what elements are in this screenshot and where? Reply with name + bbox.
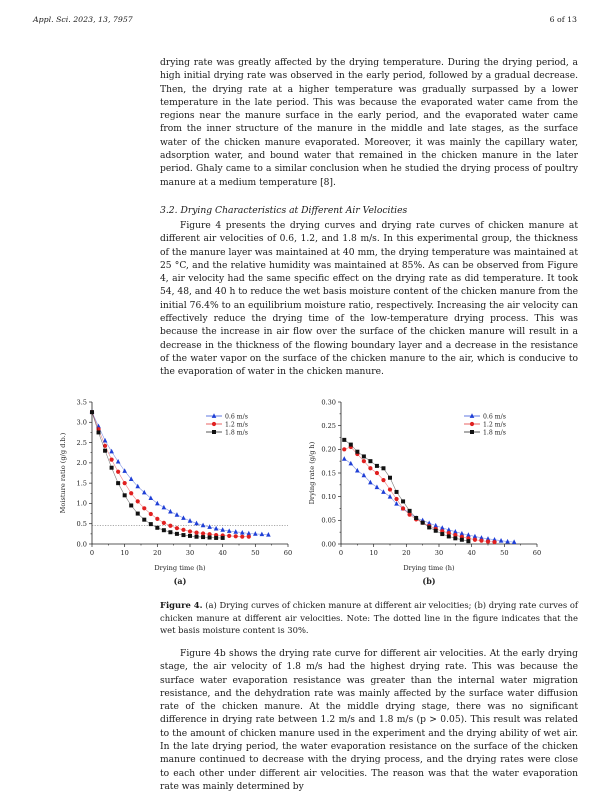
panel-a-data-point bbox=[266, 532, 271, 537]
panel-a-xtick-label: 10 bbox=[120, 549, 129, 557]
panel-a-data-point bbox=[162, 528, 166, 532]
panel-b-data-point bbox=[362, 454, 366, 458]
panel-a-data-point bbox=[168, 524, 172, 528]
panel-a-data-point bbox=[116, 481, 120, 485]
panel-b-data-point bbox=[479, 539, 483, 543]
panel-a-data-point bbox=[227, 534, 231, 538]
panel-b-data-point bbox=[492, 540, 496, 544]
panel-a-data-point bbox=[175, 532, 179, 536]
panel-a-data-point bbox=[221, 536, 225, 540]
panel-a-data-point bbox=[142, 518, 146, 522]
panel-b-data-point bbox=[440, 532, 444, 536]
panel-b-legend-label: 1.2 m/s bbox=[483, 421, 506, 429]
panel-a-data-point bbox=[142, 506, 146, 510]
panel-b-xlabel: Drying time (h) bbox=[403, 564, 455, 572]
panel-b-data-point bbox=[395, 490, 399, 494]
panel-b-ytick-label: 0.15 bbox=[321, 469, 336, 478]
panel-b-legend-marker bbox=[470, 413, 475, 418]
section-paragraph-block bbox=[160, 220, 578, 380]
panel-b-data-point bbox=[381, 489, 386, 494]
panel-a-data-point bbox=[247, 535, 251, 539]
panel-b-data-point bbox=[368, 459, 372, 463]
panel-a-data-point bbox=[116, 470, 120, 474]
panel-b-xtick-label: 60 bbox=[532, 549, 542, 557]
panel-a-data-point bbox=[208, 536, 212, 540]
section-paragraph: Figure 4 presents the drying curves and drying rate curves of chicken manure at different air velocities of 0.6, 1.2, and 1.8 m/s. In this experimental group, the thickness of the manure layer was maintained at 40 mm, the drying temperature was maintained at 25 °C, and the relative humidity was maintained at 85%. As can be observed from Figure 4, air velocity had the same specific effect on the drying rate as did temperature. It took 54, 48, and 40 h to reduce the wet basis moisture content of the chicken manure from the initial 76.4% to an equilibrium moisture ratio, respectively. Increasing the air velocity can effectively reduce the drying time of the low-temperature drying process. This was because the increase in air flow over the surface of the chicken manure will result in a decrease in the thickness of the flowing boundary layer and a decrease in the resistance of the water vapor on the surface of the chicken manure to the air, which is conducive to the evaporation of water in the chicken manure. bbox=[160, 221, 578, 378]
panel-a-data-point bbox=[110, 466, 114, 470]
panel-a-xtick-label: 60 bbox=[283, 549, 293, 557]
panel-b-data-point bbox=[473, 538, 477, 542]
panel-b-label: (b) bbox=[422, 576, 436, 586]
after-paragraph: Figure 4b shows the drying rate curve for different air velocities. At the early drying stage, the air velocity of 1.8 m/s had the highest drying rate. This was because the surface water evaporation resistance was greater than the internal water migration resistance, and the dehydration rate was mainly affected by the surface water diffusion rate of the chicken manure. At the middle drying stage, there was no significant difference in drying rate between 1.2 m/s and 1.8 m/s (p > 0.05). This result was related to the amount of chicken manure used in the experiment and the drying ability of wet air. In the late drying period, the water evaporation resistance on the surface of the chicken manure continued to decrease with the drying process, and the drying rates were close to each other under different air velocities. The reason was that the water evaporation rate was mainly determined by bbox=[160, 649, 578, 792]
section-heading: 3.2. Drying Characteristics at Different Air Velocities bbox=[160, 205, 408, 216]
panel-a-legend-label: 1.8 m/s bbox=[225, 429, 248, 437]
panel-b-data-point bbox=[362, 473, 367, 478]
panel-a-data-point bbox=[234, 534, 238, 538]
panel-a-data-point bbox=[155, 501, 160, 506]
caption-text: (a) Drying curves of chicken manure at different air velocities; (b) drying rate curves of chicken manure at different air velocities. Note: The dotted line in the figure indicates that the wet basis moisture content is 30%. bbox=[160, 600, 578, 636]
panel-b-data-point bbox=[460, 538, 464, 542]
panel-a-data-point bbox=[110, 458, 114, 462]
panel-b-data-point bbox=[447, 534, 451, 538]
panel-b-series-line bbox=[344, 459, 514, 542]
intro-paragraph: drying rate was greatly affected by the drying temperature. During the drying period, a high initial drying rate was observed in the early period, followed by a gradual decrease. Then, the drying rate at a higher temperature was gradually surpassed by a lower temperature in the late period. This was because the evaporated water came from the regions near the manure surface in the early period, and the evaporated water came from the inner structure of the manure in the middle and late stages, as the surface water of the chicken manure evaporated. Moreover, it was mainly the capillary water, adsorption water, and bound water that remained in the chicken manure in the later period. Ghaly came to a similar conclusion when he studied the drying process of poultry manure at a medium temperature [8]. bbox=[160, 58, 578, 188]
intro-paragraph-block bbox=[160, 57, 578, 190]
panel-a-data-point bbox=[194, 531, 198, 535]
panel-a-data-point bbox=[201, 531, 205, 535]
panel-b-data-point bbox=[408, 513, 412, 517]
panel-a-ytick-label: 0.0 bbox=[76, 540, 87, 549]
panel-a-xtick-label: 40 bbox=[218, 549, 227, 557]
panel-a-data-point bbox=[129, 491, 133, 495]
panel-b-data-point bbox=[349, 461, 354, 466]
panel-b-xtick-label: 0 bbox=[338, 549, 344, 557]
panel-b-data-point bbox=[401, 506, 405, 510]
panel-b-legend-marker bbox=[470, 430, 474, 434]
panel-a-data-point bbox=[168, 509, 173, 514]
panel-a-data-point bbox=[175, 512, 180, 517]
journal-citation: Appl. Sci. 2023, 13, 7957 bbox=[33, 15, 133, 24]
panel-b-xtick-label: 50 bbox=[500, 549, 509, 557]
panel-a-data-point bbox=[181, 515, 186, 520]
figure-caption bbox=[160, 599, 578, 637]
panel-a-data-point bbox=[136, 512, 140, 516]
caption-label: Figure 4. bbox=[160, 600, 203, 610]
panel-a-data-point bbox=[155, 526, 159, 530]
panel-a-label: (a) bbox=[173, 576, 187, 586]
panel-a-legend-marker bbox=[212, 430, 216, 434]
panel-a-data-point bbox=[168, 530, 172, 534]
panel-b-xtick-label: 40 bbox=[467, 549, 476, 557]
panel-a-ytick-label: 0.5 bbox=[76, 520, 87, 529]
panel-a-data-point bbox=[175, 526, 179, 530]
panel-b-data-point bbox=[342, 447, 346, 451]
page-number: 6 of 13 bbox=[549, 15, 577, 24]
panel-a-data-point bbox=[123, 481, 127, 485]
panel-a-ytick-label: 2.0 bbox=[76, 459, 87, 468]
panel-b-data-point bbox=[342, 456, 347, 461]
panel-b-data-point bbox=[401, 499, 405, 503]
panel-a-ytick-label: 3.0 bbox=[76, 418, 87, 427]
panel-b-data-point bbox=[421, 521, 425, 525]
panel-a-data-point bbox=[149, 512, 153, 516]
after-paragraph-block bbox=[160, 648, 578, 794]
panel-b-xtick-label: 20 bbox=[402, 549, 411, 557]
panel-b-data-point bbox=[388, 476, 392, 480]
figure-4 bbox=[56, 396, 576, 586]
panel-b-xtick-label: 30 bbox=[434, 549, 444, 557]
panel-a-data-point bbox=[201, 535, 205, 539]
panel-b-data-point bbox=[427, 525, 431, 529]
panel-a-ytick-label: 1.0 bbox=[76, 499, 87, 508]
panel-b-legend-label: 1.8 m/s bbox=[483, 429, 506, 437]
panel-a-legend-marker bbox=[212, 413, 217, 418]
panel-b-ylabel: Drying rate (g/g h) bbox=[308, 441, 316, 505]
panel-b-data-point bbox=[408, 509, 412, 513]
panel-b-data-point bbox=[466, 539, 470, 543]
panel-a-data-point bbox=[142, 490, 147, 495]
panel-b-legend-marker bbox=[470, 422, 474, 426]
panel-b-data-point bbox=[375, 471, 379, 475]
panel-b-ytick-label: 0.00 bbox=[321, 540, 336, 549]
panel-a-ytick-label: 3.5 bbox=[76, 398, 87, 407]
panel-a-data-point bbox=[162, 521, 166, 525]
panel-a-data-point bbox=[181, 528, 185, 532]
panel-a-data-point bbox=[195, 535, 199, 539]
panel-b-data-point bbox=[394, 497, 398, 501]
panel-b-series-line bbox=[344, 447, 494, 542]
panel-b-data-point bbox=[381, 478, 385, 482]
panel-b-data-point bbox=[375, 464, 379, 468]
panel-b-data-point bbox=[381, 466, 385, 470]
panel-a-data-point bbox=[214, 536, 218, 540]
panel-a-data-point bbox=[162, 505, 167, 510]
panel-b-data-point bbox=[355, 450, 359, 454]
panel-b-legend-label: 0.6 m/s bbox=[483, 413, 506, 421]
panel-a-xtick-label: 50 bbox=[251, 549, 260, 557]
panel-a-xtick-label: 0 bbox=[89, 549, 95, 557]
panel-b-data-point bbox=[342, 438, 346, 442]
panel-b-ytick-label: 0.30 bbox=[321, 398, 336, 407]
panel-b-data-point bbox=[388, 487, 392, 491]
panel-b-ytick-label: 0.20 bbox=[321, 445, 336, 454]
panel-a-ytick-label: 2.5 bbox=[76, 438, 87, 447]
panel-a-data-point bbox=[136, 499, 140, 503]
panel-b-data-point bbox=[434, 529, 438, 533]
panel-a-ytick-label: 1.5 bbox=[76, 479, 87, 488]
panel-a-data-point bbox=[155, 517, 159, 521]
panel-b-data-point bbox=[388, 494, 393, 499]
panel-a-data-point bbox=[240, 535, 244, 539]
panel-b-data-point bbox=[453, 536, 457, 540]
panel-a-xtick-label: 20 bbox=[153, 549, 162, 557]
panel-a-data-point bbox=[188, 534, 192, 538]
panel-b-data-point bbox=[375, 485, 380, 490]
panel-a-data-point bbox=[149, 495, 154, 500]
panel-a-data-point bbox=[123, 493, 127, 497]
panel-a-ylabel: Moisture ratio (g/g d.b.) bbox=[59, 432, 67, 514]
panel-a-legend-label: 0.6 m/s bbox=[225, 413, 248, 421]
panel-b-data-point bbox=[368, 466, 372, 470]
panel-b-data-point bbox=[362, 459, 366, 463]
panel-a-data-point bbox=[97, 430, 101, 434]
panel-a-data-point bbox=[260, 532, 265, 537]
panel-b-ytick-label: 0.25 bbox=[321, 421, 336, 430]
panel-a-data-point bbox=[253, 531, 258, 536]
panel-a-data-point bbox=[129, 503, 133, 507]
panel-b-ytick-label: 0.10 bbox=[321, 492, 336, 501]
panel-b-ytick-label: 0.05 bbox=[321, 516, 336, 525]
figure-4-svg bbox=[56, 396, 576, 586]
panel-b-data-point bbox=[414, 516, 418, 520]
panel-a-legend-label: 1.2 m/s bbox=[225, 421, 248, 429]
panel-a-data-point bbox=[188, 529, 192, 533]
panel-a-data-point bbox=[90, 410, 94, 414]
panel-b-data-point bbox=[349, 443, 353, 447]
panel-a-data-point bbox=[109, 449, 114, 454]
panel-a-xtick-label: 30 bbox=[185, 549, 195, 557]
panel-b-data-point bbox=[486, 540, 490, 544]
panel-a-data-point bbox=[181, 533, 185, 537]
panel-a-data-point bbox=[149, 522, 153, 526]
panel-a-data-point bbox=[103, 449, 107, 453]
panel-a-xlabel: Drying time (h) bbox=[154, 564, 206, 572]
panel-a-legend-marker bbox=[212, 422, 216, 426]
panel-b-xtick-label: 10 bbox=[369, 549, 378, 557]
